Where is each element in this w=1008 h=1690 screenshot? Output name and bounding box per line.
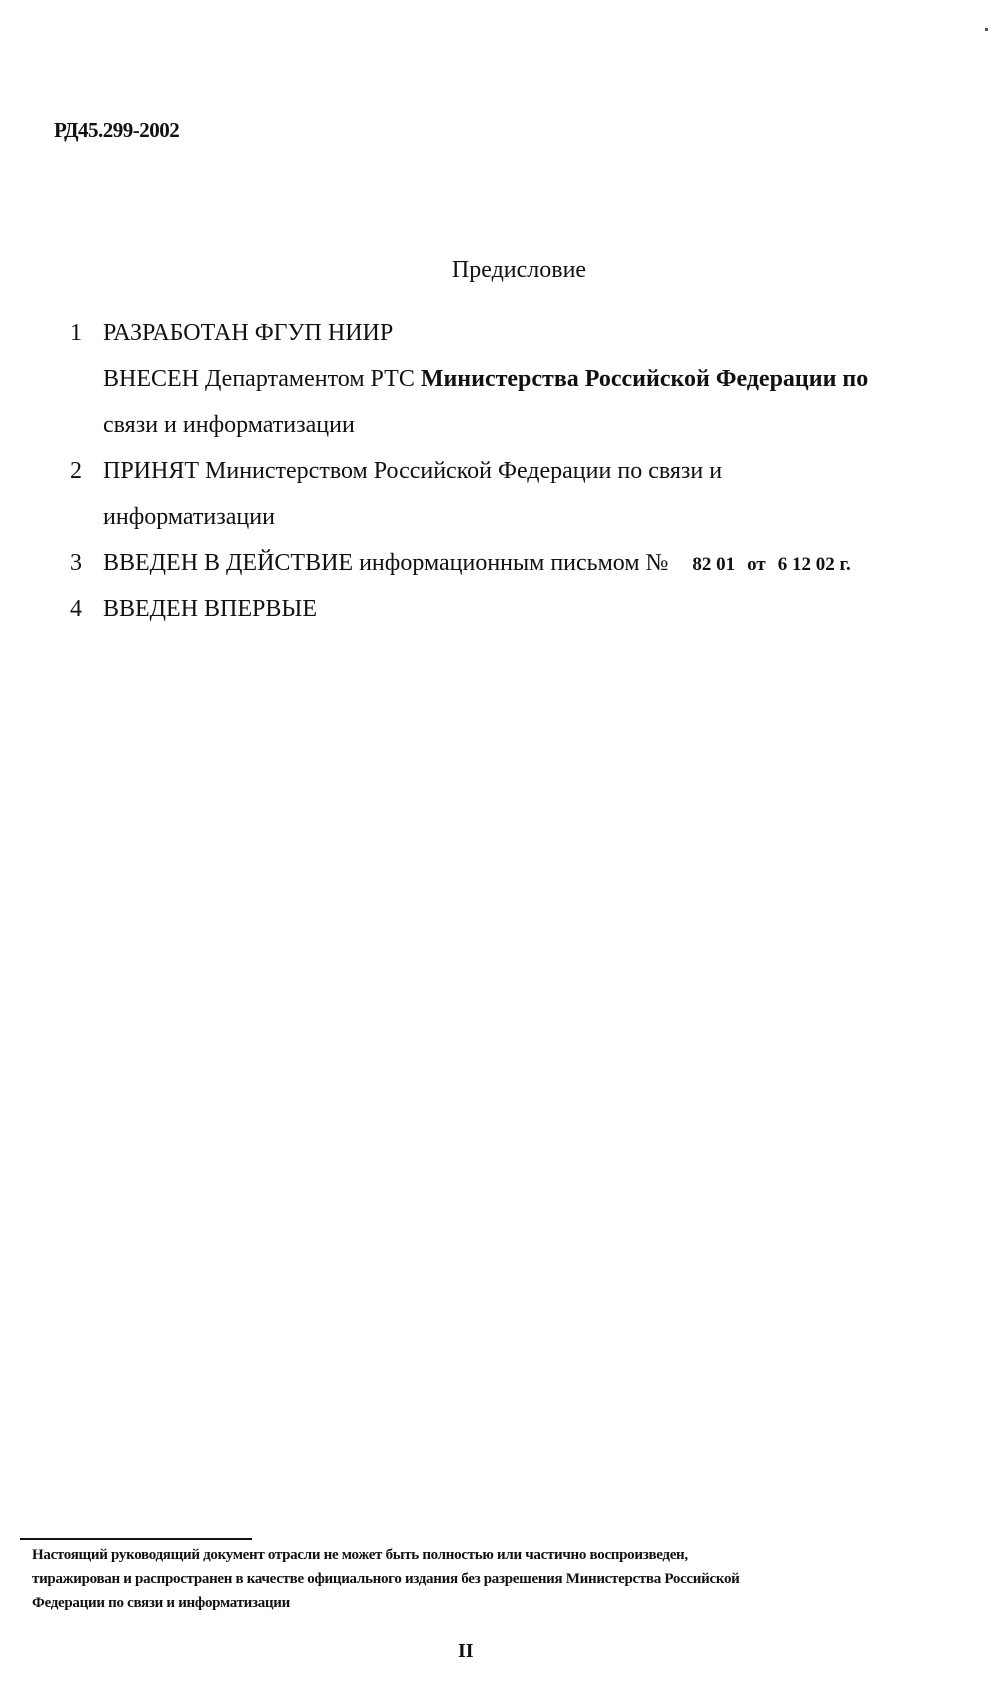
item-3-letter-number: 82 01 (692, 554, 736, 575)
item-1-developed: РАЗРАБОТАН ФГУП НИИР (103, 320, 394, 346)
footnote-divider (20, 1538, 252, 1540)
document-code: РД45.299-2002 (54, 118, 180, 142)
footnote-line-1: Настоящий руководящий документ отрасли не может быть полностью или частично воспроизведен, (32, 1547, 688, 1563)
item-2-adopted-cont: информатизации (103, 504, 275, 530)
item-2-adopted-b: по связи и (617, 458, 723, 484)
item-number-1: 1 (70, 320, 82, 346)
item-3-enacted (103, 550, 851, 577)
preface-title: Предисловие (451, 257, 587, 283)
scan-speck (985, 28, 988, 31)
item-1-submitted-cont: связи и информатизации (103, 412, 355, 438)
item-4-first-time: ВВЕДЕН ВПЕРВЫЕ (103, 596, 317, 622)
footnote-line-2: тиражирован и распространен в качестве официального издания без разрешения Министерства Российской (32, 1571, 740, 1587)
item-1-submitted (103, 366, 868, 393)
footnote-line-3: Федерации по связи и информатизации (32, 1595, 290, 1611)
item-3-enacted-text: ВВЕДЕН В ДЕЙСТВИЕ информационным письмом № (103, 550, 669, 576)
page-number: II (458, 1640, 474, 1662)
item-1-submitted-b: Министерства Российской Федерации по (420, 366, 869, 392)
item-1-submitted-a: ВНЕСЕН Департаментом РТС (103, 366, 421, 392)
item-2-adopted-a: ПРИНЯТ Министерством Российской Федерации (103, 458, 618, 484)
item-number-3: 3 (70, 550, 82, 576)
item-2-adopted (103, 458, 722, 485)
item-3-from-word: от (747, 554, 766, 575)
item-3-date: 6 12 02 г. (777, 554, 851, 575)
item-number-2: 2 (70, 458, 82, 484)
item-number-4: 4 (70, 596, 82, 622)
